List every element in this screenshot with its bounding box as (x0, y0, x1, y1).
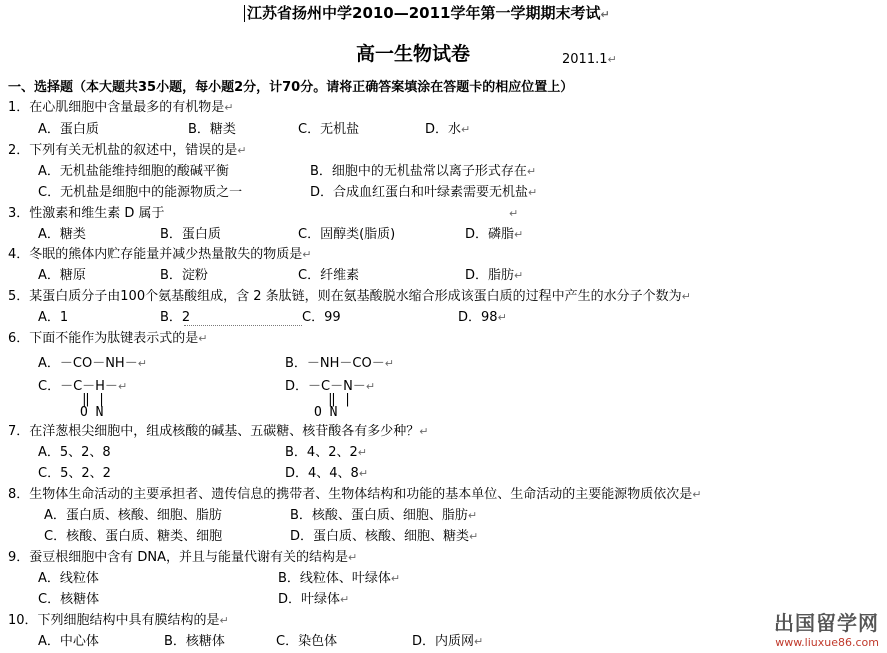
question-9-stem: 9．蚕豆根细胞中含有 DNA，并且与能量代谢有关的结构是↵ (8, 550, 358, 565)
question-6-option-d-bonds: ‖ | (328, 392, 352, 407)
question-3-stem: 3．性激素和维生素 D 属于 (8, 206, 165, 221)
section-heading: 一、选择题（本大题共35小题，每小题2分，计70分。请将正确答案填涂在答题卡的相应位置上） (8, 80, 574, 95)
question-2-option-b: B．细胞中的无机盐常以离子形式存在↵ (310, 164, 537, 179)
question-2-option-a: A．无机盐能维持细胞的酸碱平衡 (38, 164, 229, 179)
question-1-option-c: C．无机盐 (298, 122, 360, 137)
question-8-option-b: B．核酸、蛋白质、细胞、脂肪↵ (290, 508, 478, 523)
question-3-option-d: D．磷脂↵ (465, 227, 524, 242)
text-cursor (244, 5, 245, 22)
watermark-text: 出国留学网 (774, 611, 879, 635)
question-4-option-d: D．脂肪↵ (465, 268, 524, 283)
question-5-option-b: B．2 (160, 310, 191, 325)
site-watermark (774, 607, 879, 649)
question-10-option-d: D．内质网↵ (412, 634, 484, 649)
watermark-url: www.liuxue86.com (775, 636, 879, 649)
question-1-option-a: A．蛋白质 (38, 122, 99, 137)
question-4-stem: 4．冬眠的熊体内贮存能量并减少热量散失的物质是↵ (8, 247, 312, 262)
question-6-option-b: B．－NH－CO－↵ (285, 356, 394, 371)
question-4-option-a: A．糖原 (38, 268, 86, 283)
question-3-option-c: C．固醇类(脂质) (298, 227, 396, 242)
question-7-stem: 7．在洋葱根尖细胞中，组成核酸的碱基、五碳糖、核苷酸各有多少种？↵ (8, 424, 429, 439)
question-5-stem: 5．某蛋白质分子由100个氨基酸组成，含 2 条肽链，则在氨基酸脱水缩合形成该蛋白质的过程中产生的水分子个数为↵ (8, 289, 691, 304)
question-8-option-d: D．蛋白质、核酸、细胞、糖类↵ (290, 529, 479, 544)
question-2-option-c: C．无机盐是细胞中的能源物质之一 (38, 185, 243, 200)
question-10-option-c: C．染色体 (276, 634, 338, 649)
question-5-option-a: A．1 (38, 310, 69, 325)
question-2-stem: 2．下列有关无机盐的叙述中，错误的是↵ (8, 143, 247, 158)
question-8-option-c: C．核酸、蛋白质、糖类、细胞 (44, 529, 223, 544)
question-6-option-c: C．－C－H－↵ (38, 379, 128, 394)
question-6-option-a: A．－CO－NH－↵ (38, 356, 147, 371)
question-9-option-a: A．线粒体 (38, 571, 99, 586)
question-4-option-c: C．纤维素 (298, 268, 360, 283)
question-7-option-a: A．5、2、8 (38, 445, 111, 460)
paragraph-mark: ↵ (509, 207, 519, 220)
question-3-option-b: B．蛋白质 (160, 227, 221, 242)
question-7-option-c: C．5、2、2 (38, 466, 111, 481)
question-9-option-b: B．线粒体、叶绿体↵ (278, 571, 401, 586)
question-8-stem: 8．生物体生命活动的主要承担者、遗传信息的携带者、生物体结构和功能的基本单位、生命活动的主要能源物质依次是↵ (8, 487, 702, 502)
question-3-option-a: A．糖类 (38, 227, 86, 242)
question-2-option-d: D．合成血红蛋白和叶绿素需要无机盐↵ (310, 185, 538, 200)
question-7-option-b: B．4、2、2↵ (285, 445, 367, 460)
dotted-underline (184, 325, 302, 326)
question-5-option-c: C．99 (302, 310, 341, 325)
question-10-option-b: B．核糖体 (164, 634, 225, 649)
question-6-option-d: D．－C－N－↵ (285, 379, 376, 394)
question-9-option-c: C．核糖体 (38, 592, 100, 607)
question-8-option-a: A．蛋白质、核酸、细胞、脂肪 (44, 508, 222, 523)
question-9-option-d: D．叶绿体↵ (278, 592, 350, 607)
question-6-option-c-bonds: ‖ | (82, 392, 106, 407)
question-7-option-d: D．4、4、8↵ (285, 466, 369, 481)
question-6-option-c-atoms: O N (80, 405, 104, 420)
question-1-stem: 1．在心肌细胞中含量最多的有机物是↵ (8, 100, 234, 115)
exam-title: 江苏省扬州中学2010—2011学年第一学期期末考试↵ (247, 4, 610, 22)
question-5-option-d: D．98↵ (458, 310, 507, 325)
question-1-option-b: B．糖类 (188, 122, 236, 137)
question-4-option-b: B．淀粉 (160, 268, 208, 283)
question-6-stem: 6．下面不能作为肽键表示式的是↵ (8, 331, 208, 346)
question-10-stem: 10．下列细胞结构中具有膜结构的是↵ (8, 613, 229, 628)
question-1-option-d: D．水↵ (425, 122, 471, 137)
question-10-option-a: A．中心体 (38, 634, 99, 649)
exam-date: 2011.1↵ (562, 52, 617, 67)
question-6-option-d-atoms: O N (314, 405, 338, 420)
exam-subtitle: 高一生物试卷 (356, 43, 471, 65)
